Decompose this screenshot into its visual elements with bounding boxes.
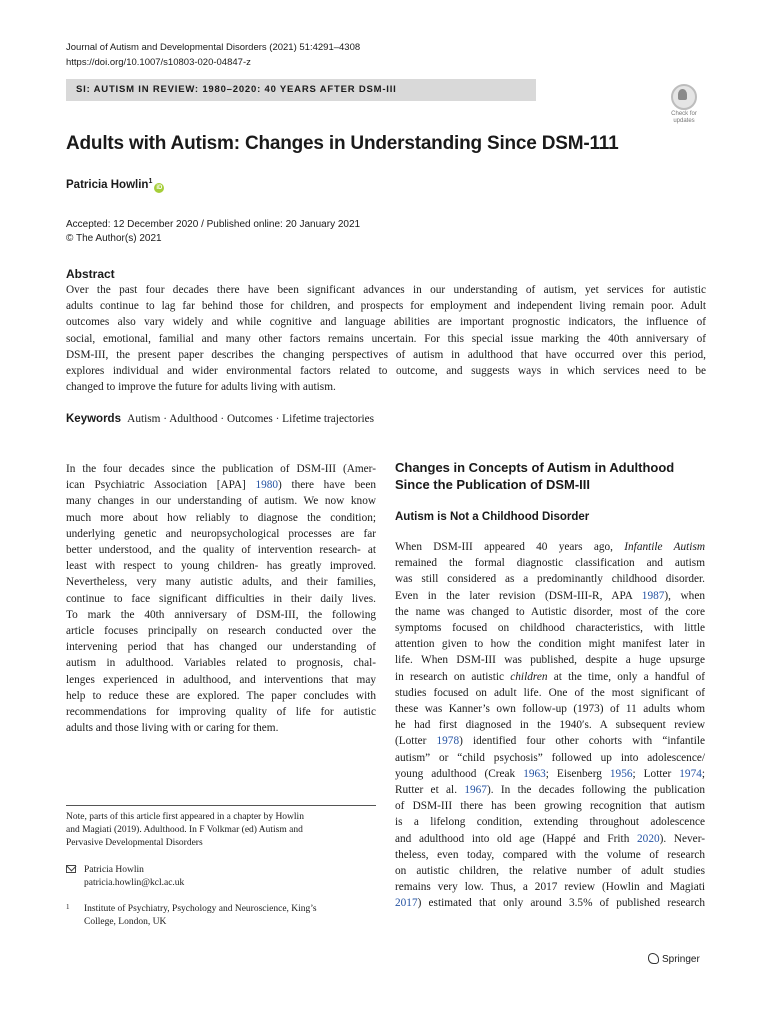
text-line: Nevertheless, very many autistic adults, and their families,: [66, 576, 376, 589]
crossmark-icon: [671, 84, 697, 110]
affiliation-line: Institute of Psychiatry, Psychology and Neuroscience, King’s: [84, 904, 317, 914]
accepted-published-dates: Accepted: 12 December 2020 / Published online: 20 January 2021: [66, 219, 361, 230]
text-line: In the four decades since the publication of DSM-III (Amer-: [66, 463, 376, 475]
text-line: social, emotional, familial and many other factors remains uncertain. For this special issue marking the 40th anniversary of: [66, 332, 706, 345]
text-line: theless, even today, compared with the volume of research: [395, 848, 705, 861]
section-column: [395, 459, 705, 912]
citation-link[interactable]: 1974: [679, 767, 702, 780]
publisher-logo[interactable]: [648, 953, 700, 965]
text-line: Even in the later revision (DSM-III-R, APA 1987), when: [395, 589, 705, 602]
text-line: ican Psychiatric Association [APA] 1980) there have been: [66, 479, 376, 492]
intro-column: [66, 461, 376, 736]
citation-link[interactable]: 1956: [609, 767, 633, 780]
note-line: Pervasive Developmental Disorders: [66, 838, 203, 848]
text-line: To mark the 40th anniversary of DSM-III, the following: [66, 608, 376, 621]
text-line: is a lifelong condition, extending throughout adolescence: [395, 816, 705, 829]
text-line: autism” or “child psychosis” followed up into adolescence/: [395, 751, 705, 764]
text-line: autism in adulthood. Variables related to prognosis, chal-: [66, 657, 376, 670]
keywords-label: Keywords: [66, 413, 121, 425]
text-line: outcomes also vary widely and while cognitive and language abilities are important prognostic indicators, the influence of: [66, 316, 706, 329]
text-line: 2017) estimated that only around 3.5% of published research: [395, 897, 705, 910]
text-line: changed to improve the future for adults living with autism.: [66, 381, 336, 394]
text-line: many changes in our understanding of autism. We now know: [66, 495, 376, 508]
keywords: [66, 413, 374, 425]
text-line: intervening period that has changed our understanding of: [66, 641, 376, 654]
text-line: attention given to how the condition might manifest later in: [395, 638, 705, 651]
copyright-notice: © The Author(s) 2021: [66, 233, 162, 244]
citation-link[interactable]: 1987: [641, 589, 665, 602]
text-line: of DSM-III there has been growing recognition that autism: [395, 800, 705, 813]
note-line: Note, parts of this article first appeared in a chapter by Howlin: [66, 812, 304, 822]
citation-link[interactable]: 1978: [436, 735, 460, 748]
text-line: least with respect to young children- has greatly improved.: [66, 560, 376, 573]
crossmark-label: Check for updates: [671, 111, 697, 124]
text-line: When DSM-III appeared 40 years ago, Infantile Autism: [395, 541, 706, 553]
text-line: adults and those living with or caring for them.: [66, 722, 279, 735]
text-line: the name was changed to Autistic disorder, most of the core: [395, 605, 705, 618]
italic-term: Infantile Autism: [624, 541, 706, 553]
note-line: and Magiati (2019). Adulthood. In F Volkmar (ed) Autism and: [66, 825, 303, 835]
citation-link[interactable]: 1963: [523, 767, 546, 780]
contact-name: Patricia Howlin: [84, 865, 144, 875]
section-heading: Changes in Concepts of Autism in Adulthood Since the Publication of DSM-III: [395, 460, 675, 492]
section-body: [395, 539, 705, 912]
text-line: young adulthood (Creak 1963; Eisenberg 1956; Lotter 1974;: [395, 767, 705, 780]
envelope-icon: [66, 865, 76, 873]
citation-link[interactable]: 2017: [395, 897, 418, 910]
text-line: adults continue to lag far behind those for children, and prospects for employment and independent living remain poor. Adult: [66, 300, 706, 313]
author-name[interactable]: Patricia Howlin: [66, 178, 149, 191]
text-line: (Lotter 1978) identified four other cohorts with “infantile: [395, 735, 705, 748]
orcid-icon[interactable]: iD: [156, 184, 163, 191]
affiliation-number: 1: [66, 903, 70, 911]
article-note: [66, 811, 376, 850]
text-line: article focuses principally on research conducted over the: [66, 625, 376, 638]
text-line: help to reduce these are explored. The paper concludes with: [66, 689, 376, 702]
text-line: studies focused on adult life. One of the most significant of: [395, 686, 705, 699]
text-line: he had first diagnosed in the 1940′s. A subsequent review: [395, 719, 705, 732]
text-line: lenges experienced in adulthood, and interventions that may: [66, 673, 376, 686]
article-title: Adults with Autism: Changes in Understanding Since DSM-111: [66, 133, 619, 154]
affiliation-line: College, London, UK: [84, 917, 167, 927]
text-line: and adulthood into old age (Happé and Frith 2020). Never-: [395, 832, 705, 845]
abstract-body: [66, 282, 706, 395]
text-line: on autistic children, the relative number of adult studies: [395, 865, 705, 878]
text-line: explores individual and wider environmental factors related to outcome, and suggests ways in which services need to be: [66, 365, 706, 378]
text-line: Over the past four decades there have been significant advances in our understanding of autism, yet services for autistic: [66, 284, 706, 296]
subsection-heading: Autism is Not a Childhood Disorder: [395, 511, 590, 523]
citation-link[interactable]: 1980: [255, 479, 279, 492]
text-line: much more about how reliably to diagnose the condition;: [66, 511, 376, 524]
special-issue-banner: SI: AUTISM IN REVIEW: 1980–2020: 40 YEARS AFTER DSM-III: [66, 79, 536, 101]
italic-term: children: [510, 670, 548, 683]
publication-dates: [66, 218, 360, 246]
journal-header: [66, 40, 360, 70]
check-for-updates-button[interactable]: [666, 84, 702, 124]
text-line: recommendations for improving quality of life for autistic: [66, 706, 376, 719]
corresponding-author: [66, 864, 184, 890]
text-line: symptoms focused on childhood characteristics, with little: [395, 622, 705, 635]
abstract-heading: Abstract: [66, 267, 115, 281]
citation-link[interactable]: 2020: [637, 832, 660, 845]
text-line: in research on autistic children at the time, only a handful of: [395, 670, 705, 683]
text-line: DSM-III, the present paper describes the changing perspectives of autism in adulthood that have occurred over this period,: [66, 348, 706, 361]
publisher-name: Springer: [662, 954, 700, 965]
text-line: Rutter et al. 1967). In the decades following the publication: [395, 784, 705, 797]
text-line: remains very low. Thus, a 2017 review (Howlin and Magiati: [395, 881, 705, 894]
keywords-list: Autism · Adulthood · Outcomes · Lifetime trajectories: [127, 413, 375, 425]
citation-link[interactable]: 1967: [464, 784, 487, 797]
text-line: underlying genetic and neuropsychological processes are far: [66, 527, 376, 540]
author-line: [66, 178, 164, 193]
affiliation: [66, 903, 317, 929]
footnote-divider: [66, 805, 376, 806]
text-line: continue to face significant difficulties in their daily lives.: [66, 592, 376, 605]
text-line: life. When DSM-III was published, despite a huge upsurge: [395, 654, 705, 667]
journal-citation: Journal of Autism and Developmental Disorders (2021) 51:4291–4308: [66, 42, 361, 53]
contact-email[interactable]: patricia.howlin@kcl.ac.uk: [84, 878, 185, 888]
text-line: these was Kanner’s own follow-up (1973) of 11 adults whom: [395, 703, 705, 716]
text-line: remained the formal diagnostic classification and autism: [395, 557, 705, 570]
springer-horse-icon: [648, 953, 659, 964]
text-line: was still considered as a predominantly childhood disorder.: [395, 573, 705, 586]
text-line: better understood, and the quality of intervention research- at: [66, 544, 376, 557]
doi-link[interactable]: https://doi.org/10.1007/s10803-020-04847-z: [66, 57, 251, 68]
author-affiliation-sup: 1: [148, 178, 153, 185]
